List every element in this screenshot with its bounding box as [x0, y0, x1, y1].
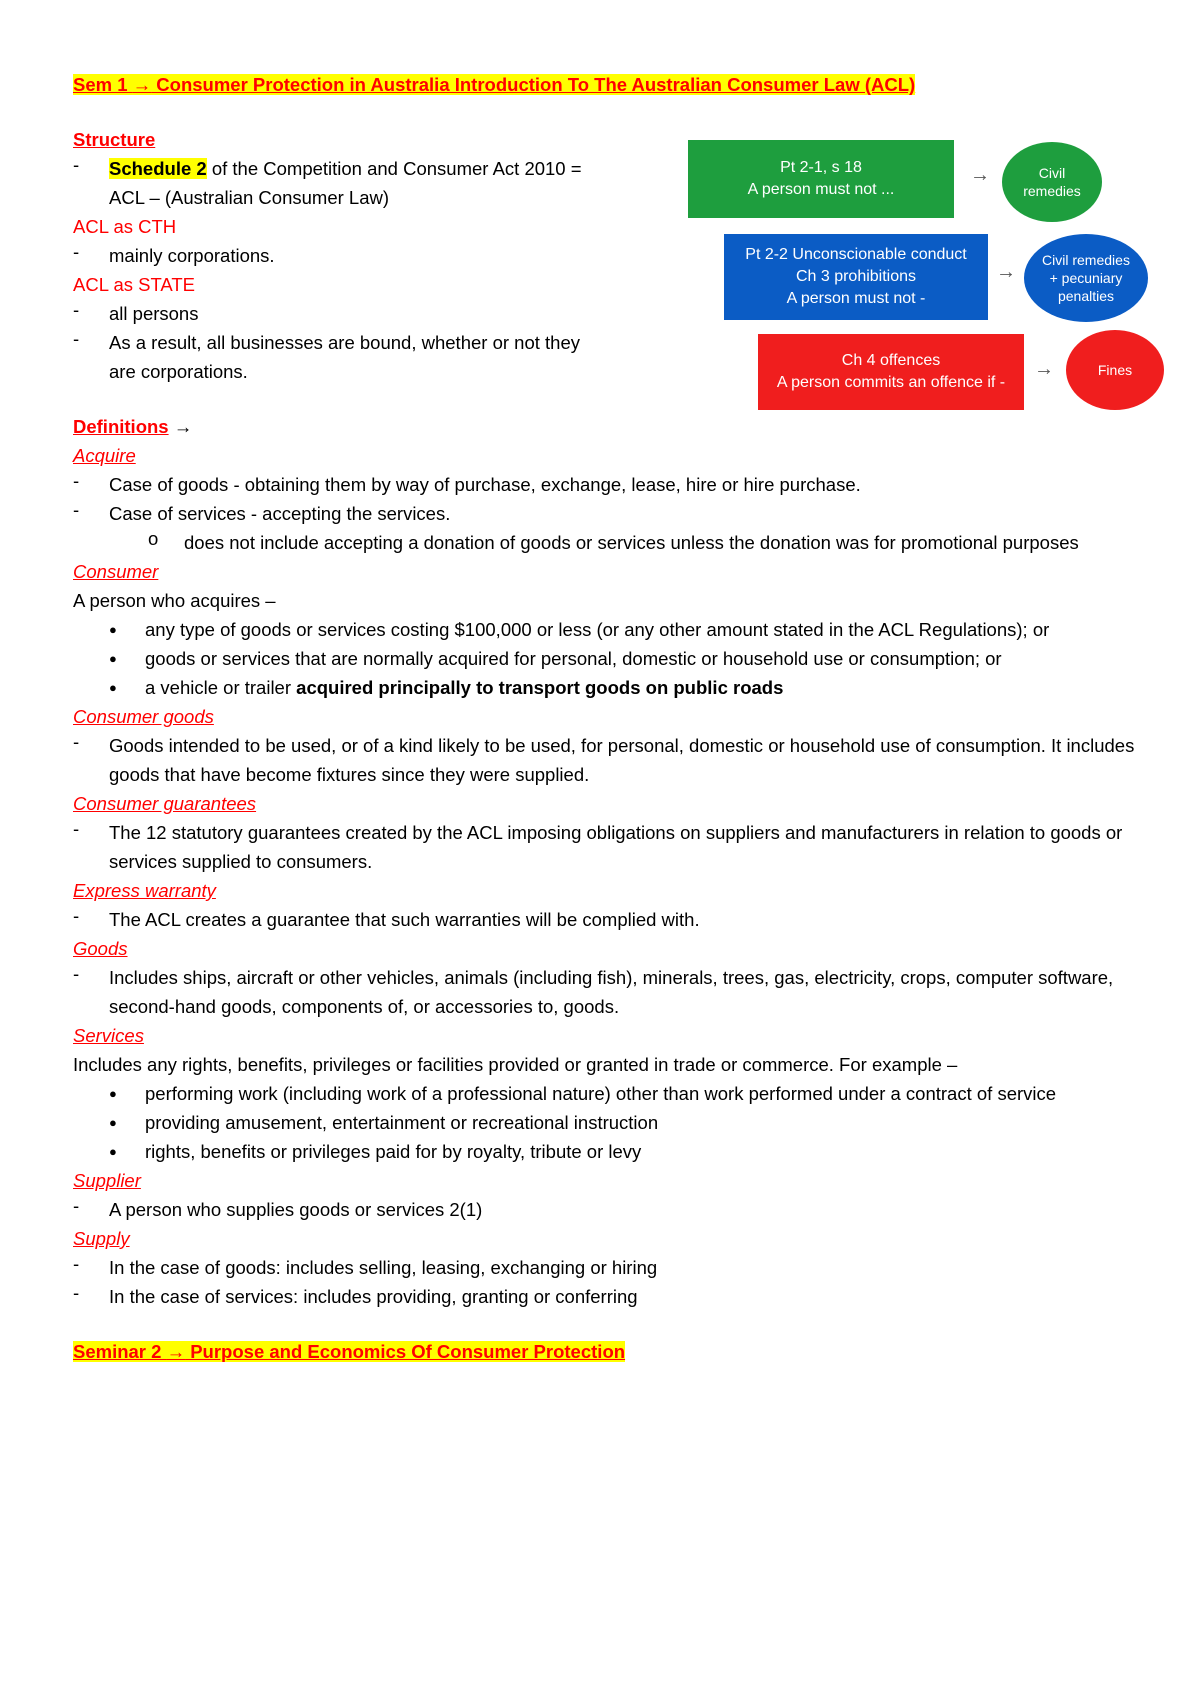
- consumer-goods-label: Consumer goods: [73, 706, 214, 727]
- dash-marker: -: [73, 905, 80, 926]
- cth-item-text: mainly corporations.: [109, 245, 275, 266]
- consumer-bullet: [73, 673, 1143, 702]
- ch-4-offences-line1: Ch 4 offences: [841, 352, 941, 369]
- civil-remedies-penalties-line2: + pecuniary: [1049, 270, 1123, 286]
- bullet-marker: ●: [109, 1086, 117, 1101]
- acquire-item-text: Case of services - accepting the services.: [109, 503, 451, 524]
- title-prefix: Sem 1: [73, 74, 133, 95]
- goods-item: [73, 963, 1143, 1021]
- seminar-2-text: Purpose and Economics Of Consumer Protection: [185, 1341, 626, 1362]
- supplier-label: Supplier: [73, 1170, 141, 1191]
- supply-text: In the case of goods: includes selling, leasing, exchanging or hiring: [109, 1257, 658, 1278]
- consumer-guarantees-item: [73, 818, 1143, 876]
- consumer-bullet-bold: acquired principally to transport goods on public roads: [296, 677, 784, 698]
- acquire-subitem-text: does not include accepting a donation of goods or services unless the donation was for promotional purposes: [184, 532, 1079, 553]
- acquire-item-text: Case of goods - obtaining them by way of purchase, exchange, lease, hire or hire purchase.: [109, 474, 861, 495]
- definitions-heading-text: Definitions: [73, 416, 169, 437]
- goods-text: Includes ships, aircraft or other vehicles, animals (including fish), minerals, trees, gas, electricity, crops, computer software, second-hand goods, components of, or accessories to, goods.: [109, 967, 1114, 1017]
- dash-marker: -: [73, 499, 80, 520]
- consumer-label: Consumer: [73, 561, 159, 582]
- supply-item: [73, 1253, 1143, 1282]
- dash-marker: -: [73, 1253, 80, 1274]
- definitions-arrow-icon: →: [173, 416, 193, 437]
- bullet-marker: ●: [109, 1144, 117, 1159]
- consumer-goods-text: Goods intended to be used, or of a kind likely to be used, for personal, domestic or household use of consumption. It includes goods that have become fixtures since they were supplied.: [109, 735, 1135, 785]
- services-bullet-text: rights, benefits or privileges paid for by royalty, tribute or levy: [145, 1141, 642, 1162]
- dash-marker: -: [73, 241, 80, 262]
- structure-heading: Structure: [73, 129, 156, 150]
- civil-remedies-penalties-circle: [1024, 234, 1148, 322]
- services-bullet-text: providing amusement, entertainment or recreational instruction: [145, 1112, 659, 1133]
- bullet-marker: ●: [109, 680, 117, 695]
- pt-2-1-box: [688, 140, 954, 218]
- pt-2-2-box-line3: A person must not -: [786, 290, 926, 307]
- consumer-bullet-text: any type of goods or services costing $100,000 or less (or any other amount stated in the ACL Regulations); or: [145, 619, 1050, 640]
- consumer-guarantees-label: Consumer guarantees: [73, 793, 257, 814]
- consumer-guarantees-text: The 12 statutory guarantees created by the ACL imposing obligations on suppliers and manufacturers in relation to goods or services supplied to consumers.: [109, 822, 1123, 872]
- seminar-2-title: [73, 1337, 1143, 1366]
- title-arrow-icon: →: [132, 74, 152, 95]
- structure-item-continuation: ACL – (Australian Consumer Law): [109, 187, 390, 208]
- civil-remedies-line2: remedies: [1023, 183, 1081, 199]
- dash-marker: -: [73, 154, 80, 175]
- consumer-bullet: [73, 615, 1143, 644]
- dash-marker: -: [73, 963, 80, 984]
- bullet-marker: ●: [109, 1115, 117, 1130]
- pt-2-2-box: [724, 234, 988, 320]
- acl-state-heading: ACL as STATE: [73, 274, 195, 295]
- pt-2-2-box-line2: Ch 3 prohibitions: [795, 268, 917, 285]
- fines-line1: Fines: [1097, 362, 1133, 378]
- arrow-right-icon: →: [1034, 358, 1054, 380]
- fines-circle: [1066, 330, 1164, 410]
- supply-text: In the case of services: includes providing, granting or conferring: [109, 1286, 638, 1307]
- acquire-item: [73, 499, 1143, 528]
- ch-4-offences-box: [758, 334, 1024, 410]
- services-bullet-text: performing work (including work of a professional nature) other than work performed under a contract of service: [145, 1083, 1057, 1104]
- arrow-right-icon: →: [996, 261, 1016, 283]
- goods-label: Goods: [73, 938, 128, 959]
- seminar-2-prefix: Seminar 2: [73, 1341, 167, 1362]
- civil-remedies-penalties-line1: Civil remedies: [1042, 252, 1130, 268]
- dash-marker: -: [73, 1195, 80, 1216]
- civil-remedies-line1: Civil: [1038, 165, 1066, 181]
- consumer-goods-item: [73, 731, 1143, 789]
- acquire-label: Acquire: [73, 445, 136, 466]
- civil-remedies-penalties-line3: penalties: [1057, 288, 1115, 304]
- express-warranty-item: [73, 905, 1143, 934]
- supply-label: Supply: [73, 1228, 130, 1249]
- dash-marker: -: [73, 731, 80, 752]
- consumer-bullet: [73, 644, 1143, 673]
- acl-diagram: [688, 140, 1168, 420]
- dash-marker: -: [73, 818, 80, 839]
- services-bullet: [73, 1079, 1143, 1108]
- title-highlight: [73, 74, 915, 95]
- structure-item-text: of the Competition and Consumer Act 2010 =: [206, 158, 582, 179]
- services-intro: Includes any rights, benefits, privileges or facilities provided or granted in trade or commerce. For example –: [73, 1054, 958, 1075]
- title-text: Consumer Protection in Australia Introduction To The Australian Consumer Law (ACL): [151, 74, 916, 95]
- consumer-bullet-text: a vehicle or trailer: [145, 677, 297, 698]
- express-warranty-label: Express warranty: [73, 880, 216, 901]
- acquire-subitem: [73, 528, 1143, 557]
- dash-marker: -: [73, 328, 80, 349]
- state-item-continuation: are corporations.: [109, 361, 248, 382]
- arrow-right-icon: →: [970, 164, 990, 186]
- consumer-bullet-text: goods or services that are normally acquired for personal, domestic or household use or consumption; or: [145, 648, 1002, 669]
- consumer-intro: A person who acquires –: [73, 590, 276, 611]
- dash-marker: -: [73, 299, 80, 320]
- seminar-2-arrow-icon: →: [166, 1341, 186, 1362]
- pt-2-2-box-line1: Pt 2-2 Unconscionable conduct: [745, 246, 967, 263]
- seminar-2-highlight: [73, 1341, 625, 1362]
- page-title: [73, 70, 1143, 99]
- state-item-text: As a result, all businesses are bound, whether or not they: [109, 332, 580, 353]
- pt-2-1-box-line1: Pt 2-1, s 18: [780, 159, 862, 176]
- services-bullet: [73, 1108, 1143, 1137]
- bullet-marker: ●: [109, 651, 117, 666]
- circle-marker: o: [148, 528, 159, 549]
- bullet-marker: ●: [109, 622, 117, 637]
- schedule-2-highlight: Schedule 2: [109, 158, 207, 179]
- civil-remedies-circle: [1002, 142, 1102, 222]
- services-label: Services: [73, 1025, 144, 1046]
- supplier-text: A person who supplies goods or services 2(1): [109, 1199, 483, 1220]
- supplier-item: [73, 1195, 1143, 1224]
- dash-marker: -: [73, 470, 80, 491]
- services-bullet: [73, 1137, 1143, 1166]
- express-warranty-text: The ACL creates a guarantee that such warranties will be complied with.: [109, 909, 700, 930]
- state-item-text: all persons: [109, 303, 199, 324]
- supply-item: [73, 1282, 1143, 1311]
- dash-marker: -: [73, 1282, 80, 1303]
- acquire-item: [73, 470, 1143, 499]
- acl-cth-heading: ACL as CTH: [73, 216, 177, 237]
- ch-4-offences-line2: A person commits an offence if -: [776, 374, 1006, 391]
- pt-2-1-box-line2: A person must not ...: [747, 181, 895, 198]
